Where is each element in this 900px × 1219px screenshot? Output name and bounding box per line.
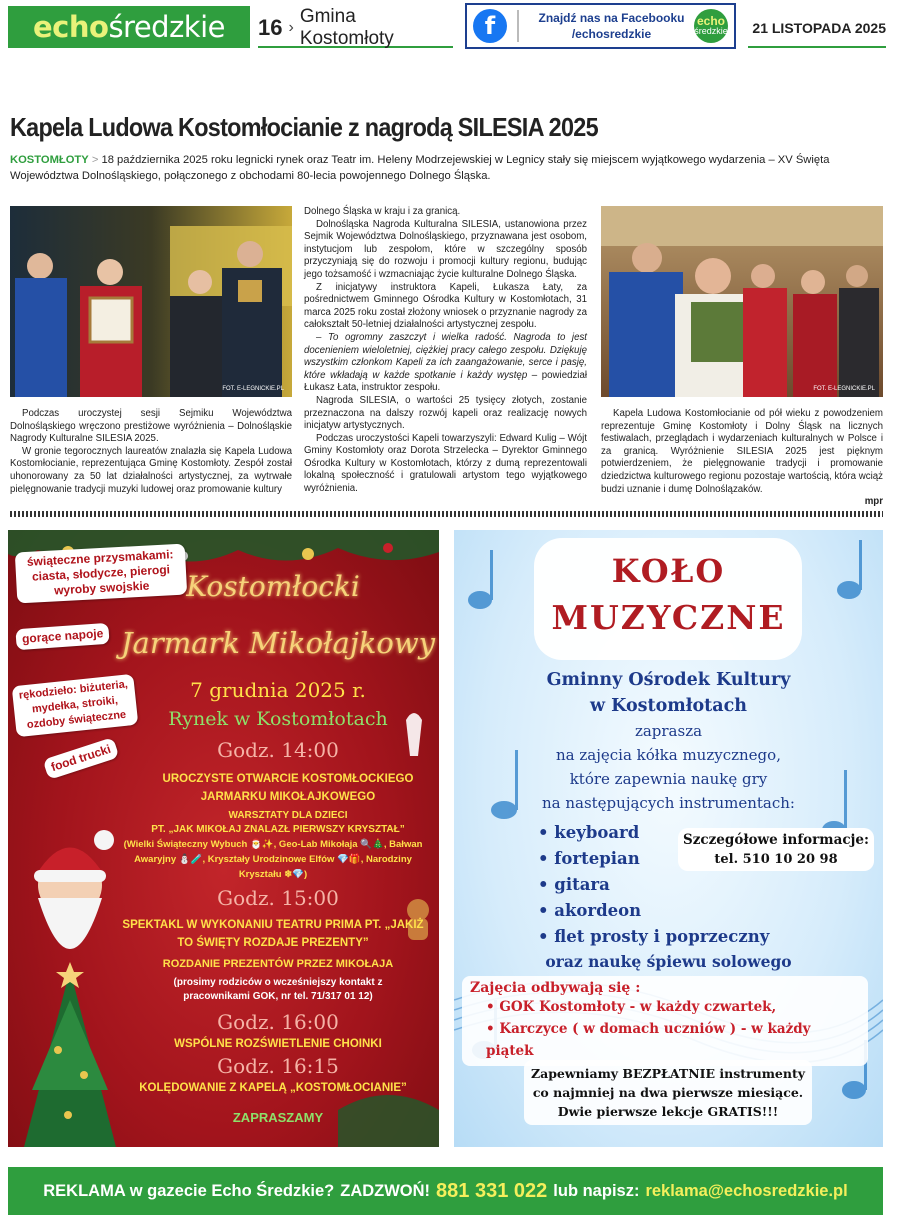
badge-echo: echo (696, 14, 725, 28)
info-label: Szczegółowe informacje: (682, 832, 870, 848)
fair-date: 7 grudnia 2025 r. (190, 678, 366, 702)
organizer-line1: Gminny Ośrodek Kultury (546, 670, 791, 690)
hour-2-event: SPEKTAKL W WYKONANIU TEATRU PRIMA PT. „JAKIŻ TO ŚWIĘTY ROZDAJE PREZENTY” (122, 919, 424, 949)
instrument-label: keyboard (554, 823, 640, 842)
article-column-middle (304, 206, 587, 496)
instrument-item: • keyboard (538, 823, 640, 842)
photo-credit: FOT. E-LEGNICKIE.PL (222, 386, 284, 392)
hour-2: Godz. 15:00 (217, 886, 339, 910)
issue-date: 21 LISTOPADA 2025 (748, 10, 886, 48)
author-signature: mpr (864, 496, 883, 508)
classes-item: • GOK Kostomłoty - w każdy czwartek, (486, 999, 777, 1015)
classes-item-label: GOK Kostomłoty - w każdy czwartek, (499, 999, 777, 1015)
hour-3-event: WSPÓLNE ROZŚWIETLENIE CHOINKI (174, 1038, 382, 1050)
footer-email-link[interactable]: reklama@echosredzkie.pl (645, 1181, 848, 1200)
classes-label: Zajęcia odbywają się : (470, 980, 641, 996)
fair-place: Rynek w Kostomłotach (168, 708, 388, 730)
hour-1-event: UROCZYSTE OTWARCIE KOSTOMŁOCKIEGO JARMARKU MIKOŁAJKOWEGO (162, 773, 414, 803)
gifts-note: (prosimy rodziców o wcześniejszy kontakt z pracownikami GOK, nr tel. 71/317 01 12) (173, 977, 383, 1002)
tag-food-trucks: food trucki (43, 737, 120, 780)
section-divider (10, 511, 883, 517)
paragraph: Dolnego Śląska w kraju i za granicą. (304, 206, 461, 217)
organizer-line2: w Kostomłotach (590, 696, 747, 716)
free-line2: co najmniej na dwa pierwsze miesiące. (532, 1085, 804, 1100)
quote: – To ogromny zaszczyt i wielka radość. Nagroda to jest docenieniem wieloletniej, ciężkiej pracy całego zespołu. Dziękuję wszystkim członkom Kapeli za ich zaangażowanie, serce i pasję, które wkładają w każde spotkanie i każdy występ (304, 331, 587, 381)
article-column-left (10, 408, 292, 496)
band-members-photo (601, 206, 883, 397)
paragraph: W gronie tegorocznych laureatów znalazła się Kapela Ludowa Kostomłocianie, reprezentująca Gminę Kostomłoty. Zespół został uhonorowany za 50 lat działalności artystycznej, za wytrwałe pielęgnowanie tradycji muzyki ludowej oraz promowanie kultury (10, 445, 292, 495)
logo-echo-text: echo (33, 10, 109, 44)
christmas-fair-ad (8, 530, 439, 1147)
facebook-text (529, 10, 694, 42)
article-kicker: KOSTOMŁOTY (10, 154, 89, 166)
fair-title-line1: Kostomłocki (186, 570, 360, 603)
instrument-item: • flet prosty i poprzeczny (538, 927, 770, 946)
gifts: ROZDANIE PREZENTÓW PRZEZ MIKOŁAJA (162, 958, 394, 970)
tag-treats: świąteczne przysmakami: ciasta, słodycze, pierogi wyroby swojskie (15, 544, 187, 604)
tag-hot-drinks: gorące napoje (15, 623, 110, 650)
section-name: Gmina Kostomłoty (299, 6, 394, 49)
quote-attribution: – powiedział Łukasz Łata, instruktor zespołu. (304, 369, 587, 394)
fair-invite: ZAPRASZAMY (232, 1110, 324, 1125)
music-title-line1: KOŁO (611, 552, 726, 590)
hour-4-event: KOLĘDOWANIE Z KAPELĄ „KOSTOMŁOCIANIE” (139, 1082, 407, 1094)
instrument-item: • gitara (538, 875, 610, 894)
paragraph: Z inicjatywy instruktora Kapeli, Łukasza Łaty, za pośrednictwem Gminnego Ośrodka Kultury w Kostomłotach, 31 marca 2025 roku został złożony wniosek o przyznanie nagrody za całokształt 50-letniej działalności artystycznej zespołu. (304, 281, 587, 331)
free-line1: Zapewniamy BEZPŁATNIE instrumenty (530, 1066, 806, 1081)
page-header (258, 6, 453, 49)
instrument-label: fortepian (554, 849, 640, 868)
facebook-handle[interactable]: /echosredzkie (571, 27, 652, 41)
hour-1: Godz. 14:00 (217, 738, 339, 762)
hour-3: Godz. 16:00 (217, 1010, 339, 1034)
quote-paragraph (304, 332, 587, 395)
intro-line1: na zajęcia kółka muzycznego, (556, 746, 781, 764)
workshops-title: PT. „JAK MIKOŁAJ ZNALAZŁ PIERWSZY KRYSZTAŁ” (151, 824, 405, 835)
article-title: Kapela Ludowa Kostomłocianie z nagrodą SILESIA 2025 (10, 112, 598, 142)
facebook-box[interactable] (465, 3, 736, 49)
info-box (678, 828, 874, 871)
photo-credit: FOT. E-LEGNICKIE.PL (813, 386, 875, 392)
hour-4: Godz. 16:15 (217, 1054, 339, 1078)
instrument-label: gitara (554, 875, 610, 894)
classes-item-label: Karczyce ( w domach uczniów ) - w każdy piątek (486, 1021, 811, 1059)
logo-sredzkie-text: średzkie (108, 10, 225, 44)
music-club-ad (454, 530, 883, 1147)
kicker-separator-icon: > (91, 154, 99, 166)
instrument-item: • akordeon (538, 901, 642, 920)
instrument-label: flet prosty i poprzeczny (554, 927, 770, 946)
article-lead (10, 152, 880, 184)
instrument-item: • fortepian (538, 849, 640, 868)
info-phone[interactable]: tel. 510 10 20 98 (714, 852, 838, 867)
footer-ad-text: REKLAMA w gazecie Echo Średzkie? (43, 1181, 335, 1200)
facebook-icon: f (473, 9, 507, 43)
instrument-label: akordeon (554, 901, 642, 920)
paragraph: Nagroda SILESIA, o wartości 25 tysięcy złotych, zostanie przeznaczona na dalszy rozwój kapeli oraz realizację nowych inicjatyw artystycznych. (304, 394, 587, 432)
fair-title-line2: Jarmark Mikołajkowy (120, 626, 436, 660)
intro-line3: na następujących instrumentach: (541, 794, 795, 812)
paragraph: Kapela Ludowa Kostomłocianie od pół wieku z powodzeniem reprezentuje Gminę Kostomłoty i Dolny Śląsk na licznych festiwalach, przeglądach i wydarzeniach kulturalnych w Polsce i za granicą. Wyróżnienie SILESIA 2025 jest pięknym potwierdzeniem, że pielęgnowanie tradycji i promowanie dziedzictwa kulturowego regionu pozostaje wartością, która wciąż budzi uznanie i dumę Dolnoślązaków. (601, 408, 883, 495)
chevron-right-icon: › (288, 19, 294, 36)
invites: zaprasza (634, 722, 703, 740)
tag-handicraft: rękodzieło: biżuteria, mydełka, stroiki, ozdoby świąteczne (12, 674, 139, 737)
singing: oraz naukę śpiewu solowego (545, 952, 792, 971)
award-ceremony-photo (10, 206, 292, 397)
facebook-line1: Znajdź nas na Facebooku (538, 11, 685, 25)
advertising-footer (8, 1167, 883, 1215)
music-title-line2: MUZYCZNE (551, 598, 786, 637)
free-offer-box (524, 1060, 812, 1125)
echo-sredzkie-logo[interactable] (8, 6, 250, 48)
article-column-right (601, 408, 883, 509)
paragraph: Dolnośląska Nagroda Kulturalna SILESIA, ustanowiona przez Sejmik Województwa Dolnośląskiego, przyznawana jest osobom, instytucjom lub zespołom, które w szczególny sposób przyczyniają się do rozwoju i promocji kultury regionu, budując jego tożsamość i wzmacniając życie kulturalne Dolnego Śląska. (304, 218, 587, 280)
footer-phone[interactable]: 881 331 022 (436, 1179, 548, 1202)
intro-line2: które zapewnia naukę gry (569, 770, 768, 788)
page-number: 16 (258, 15, 283, 40)
echo-badge-icon (694, 9, 728, 43)
footer-call: ZADZWOŃ! (340, 1181, 431, 1200)
classes-item: • Karczyce ( w domach uczniów ) - w każdy piątek (486, 1021, 811, 1059)
divider (517, 10, 519, 42)
free-line3: Dwie pierwsze lekcje GRATIS!!! (557, 1104, 779, 1119)
footer-or-write: lub napisz: (553, 1181, 640, 1200)
badge-sredzkie: średzkie (694, 26, 728, 36)
paragraph: Podczas uroczystej sesji Sejmiku Województwa Dolnośląskiego wręczono prestiżowe wyróżnienia – Dolnośląskie Nagrody Kulturalne SILESIA 2025. (10, 408, 292, 445)
lead-text: 18 października 2025 roku legnicki rynek oraz Teatr im. Heleny Modrzejewskiej w Legnicy stały się miejscem wyjątkowego wydarzenia – XV Święta Województwa Dolnośląskiego, połączonego z obchodami 80-lecia powojennego Dolnego Śląska. (10, 154, 830, 182)
classes-box (462, 976, 868, 1066)
paragraph: Podczas uroczystości Kapeli towarzyszyli: Edward Kulig – Wójt Gminy Kostomłoty oraz Dorota Strzelecka – Dyrektor Gminnego Ośrodka Kultury w Kostomłotach, którzy z dumą reprezentowali lokalną społeczność i gratulowali artystom tego wyjątkowego wyróżnienia. (304, 432, 587, 495)
workshops-list: (Wielki Świąteczny Wybuch 🎅✨, Geo-Lab Mikołaja 🔍🎄, Bałwan Awaryjny ⛄🧪, Kryształy Urodzinowe Elfów 💎🎁, Narodziny Kryształu ❄💎) (123, 839, 423, 880)
workshops: WARSZTATY DLA DZIECI (228, 810, 348, 821)
